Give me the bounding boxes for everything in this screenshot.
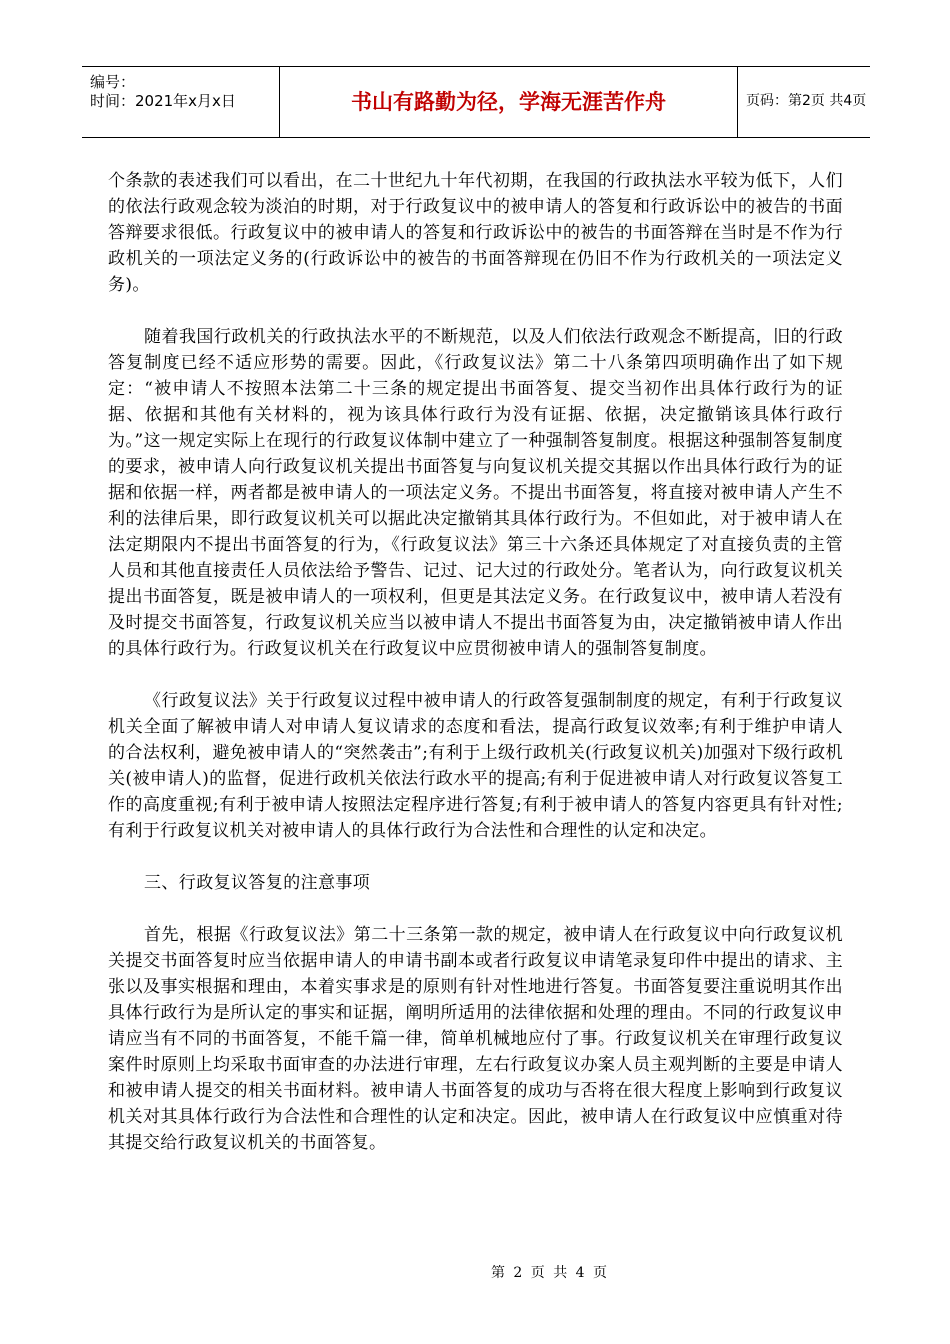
section-heading: 三、行政复议答复的注意事项: [144, 873, 371, 893]
header-page-cell: [738, 67, 870, 137]
paragraph-first-notice: 首先，根据《行政复议法》第二十三条第一款的规定，被申请人在行政复议中向行政复议机关提交书面答复时应当依据申请人的申请书副本或者行政复议申请笔录复印件中提出的请求、主张以及事实根据和理由，本着实事求是的原则有针对性地进行答复。书面答复要注重说明其作出具体行政行为是所认定的事实和证据，阐明所适用的法律依据和处理的理由。不同的行政复议申请应当有不同的书面答复，不能千篇一律，简单机械地应付了事。行政复议机关在审理行政复议案件时原则上均采取书面审查的办法进行审理，左右行政复议办案人员主观判断的主要是申请人和被申请人提交的相关书面材料。被申请人书面答复的成功与否将在很大程度上影响到行政复议机关对其具体行政行为合法性和合理性的认定和决定。因此，被申请人在行政复议中应慎重对待其提交给行政复议机关的书面答复。: [108, 925, 843, 1153]
header-motto: 书山有路勤为径，学海无涯苦作舟: [351, 90, 666, 114]
page-header: [82, 66, 870, 138]
document-date-label: 时间：2021年x月x日: [90, 92, 236, 110]
header-motto-cell: [280, 67, 738, 137]
page-footer: 第 2 页 共 4 页: [490, 1265, 610, 1281]
header-page-info: 页码：第2页 共4页: [746, 93, 867, 109]
document-body: [108, 168, 843, 1182]
header-info-cell: [82, 67, 280, 137]
document-number-label: 编号：: [90, 73, 136, 91]
paragraph-mandatory-reply: 随着我国行政机关的行政执法水平的不断规范，以及人们依法行政观念不断提高，旧的行政答复制度已经不适应形势的需要。因此，《行政复议法》第二十八条第四项明确作出了如下规定：“被申请人不按照本法第二十三条的规定提出书面答复、提交当初作出具体行政行为的证据、依据和其他有关材料的，视为该具体行政行为没有证据、依据，决定撤销该具体行政行为。”这一规定实际上在现行的行政复议体制中建立了一种强制答复制度。根据这种强制答复制度的要求，被申请人向行政复议机关提出书面答复与向复议机关提交其据以作出具体行政行为的证据和依据一样，两者都是被申请人的一项法定义务。不提出书面答复，将直接对被申请人产生不利的法律后果，即行政复议机关可以据此决定撤销其具体行政行为。不但如此，对于被申请人在法定期限内不提出书面答复的行为，《行政复议法》第三十六条还具体规定了对直接负责的主管人员和其他直接责任人员依法给予警告、记过、记大过的行政处分。笔者认为，向行政复议机关提出书面答复，既是被申请人的一项权利，但更是其法定义务。在行政复议中，被申请人若没有及时提交书面答复，行政复议机关应当以被申请人不提出书面答复为由，决定撤销被申请人作出的具体行政行为。行政复议机关在行政复议中应贯彻被申请人的强制答复制度。: [108, 327, 843, 659]
paragraph-continuation: 个条款的表述我们可以看出，在二十世纪九十年代初期，在我国的行政执法水平较为低下，人们的依法行政观念较为淡泊的时期，对于行政复议中的被申请人的答复和行政诉讼中的被告的书面答辩要求很低。行政复议中的被申请人的答复和行政诉讼中的被告的书面答辩在当时是不作为行政机关的一项法定义务的(行政诉讼中的被告的书面答辩现在仍旧不作为行政机关的一项法定义务)。: [108, 171, 843, 295]
paragraph-benefits: 《行政复议法》关于行政复议过程中被申请人的行政答复强制制度的规定，有利于行政复议机关全面了解被申请人对申请人复议请求的态度和看法，提高行政复议效率;有利于维护申请人的合法权利，避免被申请人的“突然袭击”;有利于上级行政机关(行政复议机关)加强对下级行政机关(被申请人)的监督，促进行政机关依法行政水平的提高;有利于促进被申请人对行政复议答复工作的高度重视;有利于被申请人按照法定程序进行答复;有利于被申请人的答复内容更具有针对性;有利于行政复议机关对被申请人的具体行政行为合法性和合理性的认定和决定。: [108, 691, 843, 841]
